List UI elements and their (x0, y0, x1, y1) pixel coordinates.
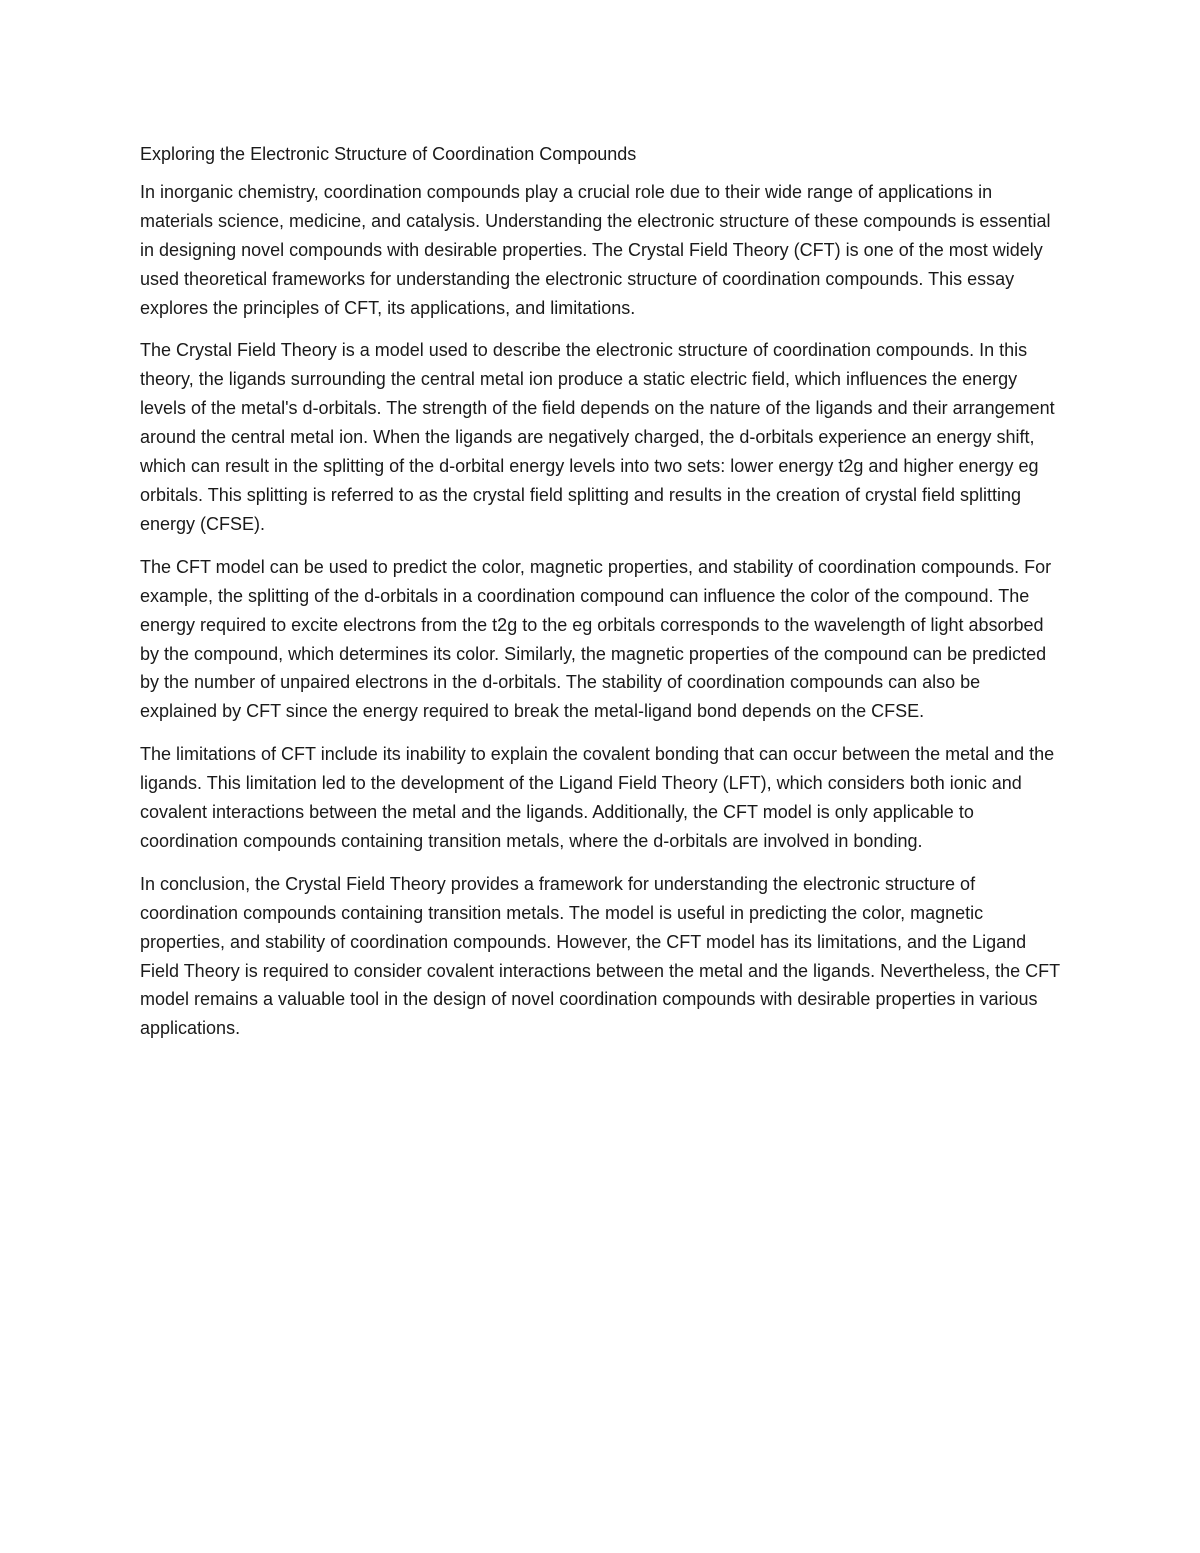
paragraph-crystal-field-theory: The Crystal Field Theory is a model used to describe the electronic structure of coordination compounds. In this theory, the ligands surrounding the central metal ion produce a static electric field, which influences the energy levels of the metal's d-orbitals. The strength of the field depends on the nature of the ligands and their arrangement around the central metal ion. When the ligands are negatively charged, the d-orbitals experience an energy shift, which can result in the splitting of the d-orbital energy levels into two sets: lower energy t2g and higher energy eg orbitals. This splitting is referred to as the crystal field splitting and results in the creation of crystal field splitting energy (CFSE). (140, 340, 1055, 534)
paragraph-limitations: The limitations of CFT include its inability to explain the covalent bonding that can occur between the metal and the ligands. This limitation led to the development of the Ligand Field Theory (LFT), which considers both ionic and covalent interactions between the metal and the ligands. Additionally, the CFT model is only applicable to coordination compounds containing transition metals, where the d-orbitals are involved in bonding. (140, 744, 1055, 851)
document-title: Exploring the Electronic Structure of Coordination Compounds (140, 144, 637, 164)
paragraph-introduction: In inorganic chemistry, coordination compounds play a crucial role due to their wide range of applications in materials science, medicine, and catalysis. Understanding the electronic structure of these compounds is essential in designing novel compounds with desirable properties. The Crystal Field Theory (CFT) is one of the most widely used theoretical frameworks for understanding the electronic structure of coordination compounds. This essay explores the principles of CFT, its applications, and limitations. (140, 181, 1051, 318)
paragraph-conclusion: In conclusion, the Crystal Field Theory provides a framework for understanding the electronic structure of coordination compounds containing transition metals. The model is useful in predicting the color, magnetic properties, and stability of coordination compounds. However, the CFT model has its limitations, and the Ligand Field Theory is required to consider covalent interactions between the metal and the ligands. Nevertheless, the CFT model remains a valuable tool in the design of novel coordination compounds with desirable properties in various applications. (140, 873, 1060, 1039)
paragraph-applications: The CFT model can be used to predict the color, magnetic properties, and stability of coordination compounds. For example, the splitting of the d-orbitals in a coordination compound can influence the color of the compound. The energy required to excite electrons from the t2g to the eg orbitals corresponds to the wavelength of light absorbed by the compound, which determines its color. Similarly, the magnetic properties of the compound can be predicted by the number of unpaired electrons in the d-orbitals. The stability of coordination compounds can also be explained by CFT since the energy required to break the metal-ligand bond depends on the CFSE. (140, 556, 1052, 722)
